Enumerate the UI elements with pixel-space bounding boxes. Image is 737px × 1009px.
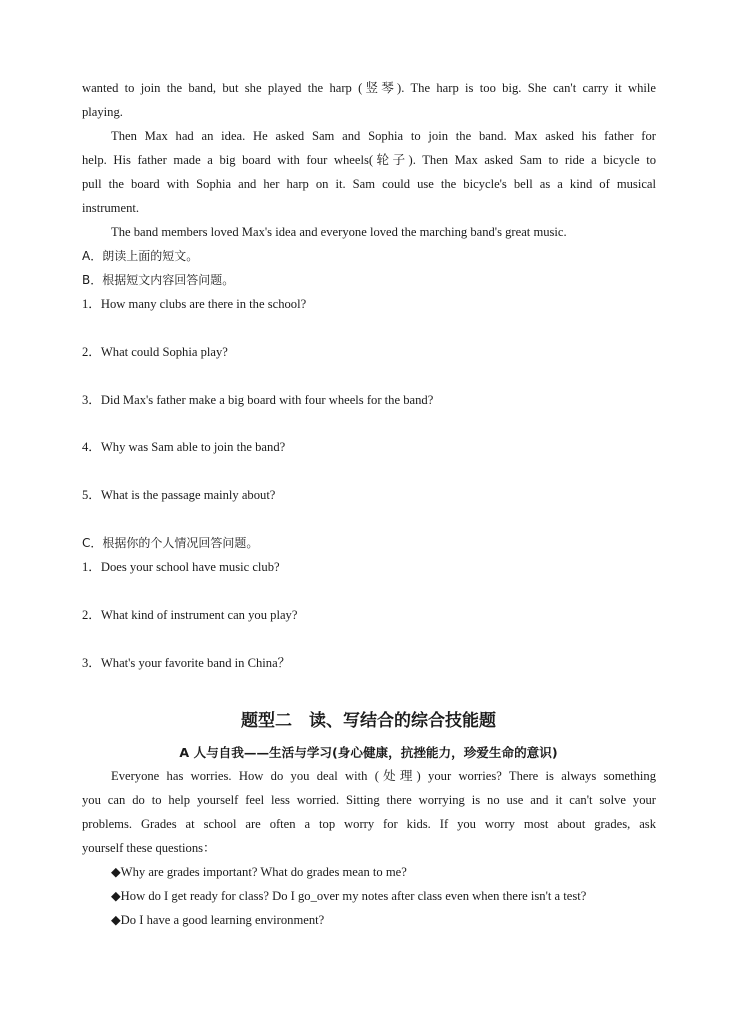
question-c1: 1．Does your school have music club?: [82, 560, 280, 574]
part-c-heading: C．根据你的个人情况回答问题。: [82, 536, 259, 550]
reading-line: Everyone has worries. How do you deal with (处理) your worries? There is always something: [111, 769, 656, 783]
bullet-question: ◆Do I have a good learning environment?: [111, 913, 325, 927]
reading-line: you can do to help yourself feel less worried. Sitting there worrying is no use and it can't solve your: [82, 793, 656, 807]
passage-line: wanted to join the band, but she played the harp (竖琴). The harp is too big. She can't carry it while: [82, 81, 656, 95]
question-b2: 2．What could Sophia play?: [82, 345, 228, 359]
section-title: 题型二 读、写结合的综合技能题: [241, 711, 496, 731]
passage-line: Then Max had an idea. He asked Sam and Sophia to join the band. Max asked his father for: [111, 129, 656, 143]
passage-line: pull the board with Sophia and her harp on it. Sam could use the bicycle's bell as a kind of musical: [82, 177, 656, 191]
section-subtitle: A 人与自我——生活与学习(身心健康，抗挫能力，珍爱生命的意识): [179, 745, 558, 760]
question-c2: 2．What kind of instrument can you play?: [82, 608, 298, 622]
bullet-question: ◆Why are grades important? What do grades mean to me?: [111, 865, 407, 879]
part-b-heading: B．根据短文内容回答问题。: [82, 273, 235, 287]
reading-line: yourself these questions：: [82, 841, 216, 855]
question-b4: 4．Why was Sam able to join the band?: [82, 440, 286, 454]
part-a-instruction: A．朗读上面的短文。: [82, 249, 199, 263]
reading-line: problems. Grades at school are often a top worry for kids. If you worry most about grades, ask: [82, 817, 656, 831]
passage-line: The band members loved Max's idea and everyone loved the marching band's great music.: [111, 225, 567, 239]
question-b5: 5．What is the passage mainly about?: [82, 488, 276, 502]
question-b1: 1．How many clubs are there in the school?: [82, 297, 307, 311]
bullet-question: ◆How do I get ready for class? Do I go_over my notes after class even when there isn't a test?: [111, 889, 587, 903]
passage-line: playing.: [82, 105, 123, 119]
question-b3: 3．Did Max's father make a big board with four wheels for the band?: [82, 393, 434, 407]
passage-line: instrument.: [82, 201, 140, 215]
passage-line: help. His father made a big board with four wheels(轮子). Then Max asked Sam to ride a bicycle to: [82, 153, 656, 167]
question-c3: 3．What's your favorite band in China？: [82, 656, 291, 670]
